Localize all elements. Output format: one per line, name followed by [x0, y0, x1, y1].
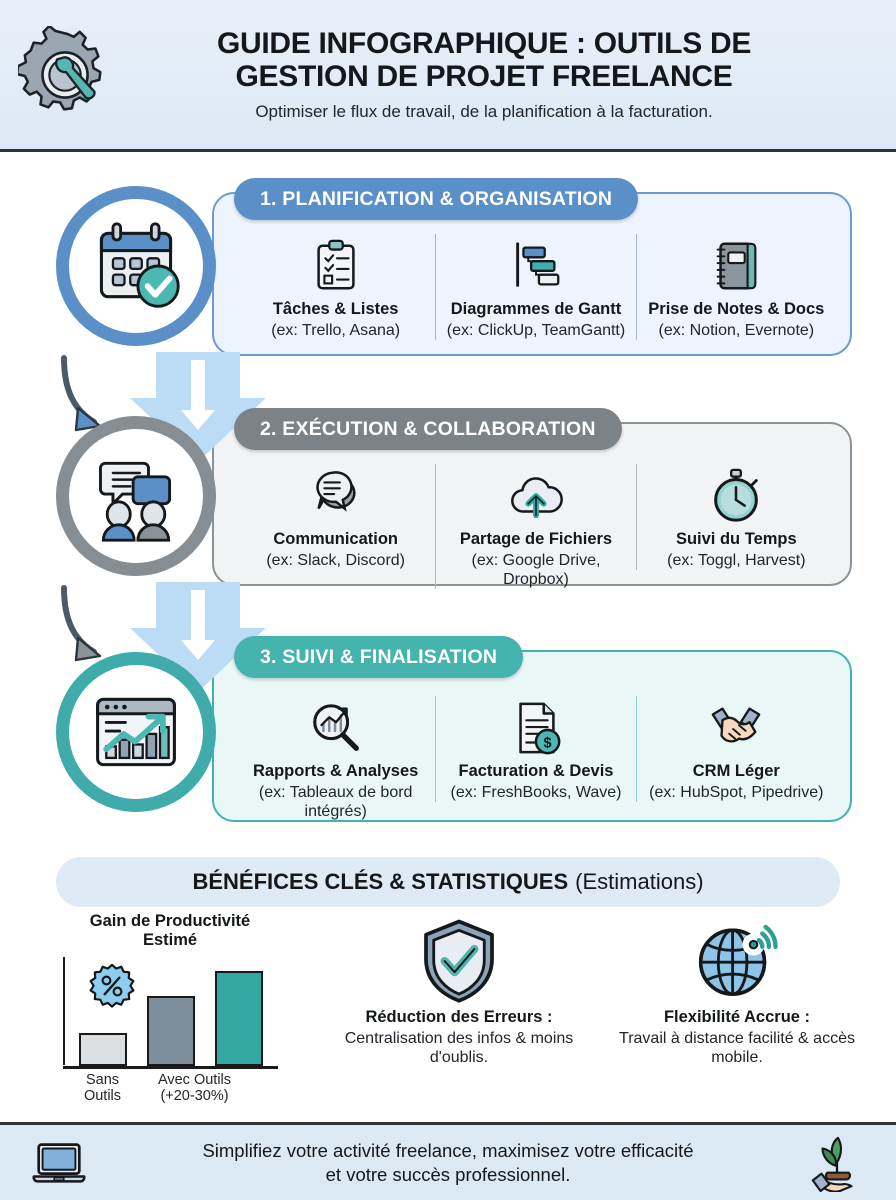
- stage-1-item-3: [636, 234, 836, 340]
- dashboard-growth-icon: [56, 652, 216, 812]
- notebook-icon: [707, 234, 765, 298]
- chart-bar-3: [215, 971, 263, 1066]
- stage-1: [48, 178, 852, 356]
- stage-2-items: [236, 464, 836, 589]
- benefits-row: [20, 912, 876, 1105]
- benefit-item-2-title: Flexibilité Accrue :: [663, 1008, 811, 1026]
- stage-3-item-1-sub: (ex: Tableaux de bord intégrés): [258, 783, 413, 821]
- stage-1-item-2-title: Diagrammes de Gantt: [450, 300, 622, 318]
- header-text-block: [120, 27, 878, 123]
- benefits-banner-note: (Estimations): [575, 869, 704, 894]
- stage-3-item-2-sub: (ex: FreshBooks, Wave): [450, 783, 622, 801]
- stage-2-item-1: [236, 464, 435, 570]
- stage-1-title: 1. PLANIFICATION & ORGANISATION: [234, 178, 638, 220]
- stage-2-item-2-sub: (ex: Google Drive, Dropbox): [471, 551, 601, 589]
- stage-3: [48, 636, 852, 822]
- stage-3-title: 3. SUIVI & FINALISATION: [234, 636, 523, 678]
- shield-check-icon: [415, 912, 503, 1008]
- benefit-item-1-title: Réduction des Erreurs :: [365, 1008, 553, 1026]
- stage-1-item-1-sub: (ex: Trello, Asana): [271, 321, 401, 339]
- stage-3-item-1: [236, 696, 435, 821]
- speech-bubbles-icon: [307, 464, 365, 528]
- stage-1-item-3-sub: (ex: Notion, Evernote): [658, 321, 815, 339]
- stage-3-item-3: [636, 696, 836, 802]
- benefits-banner: [56, 857, 840, 907]
- gear-wrench-icon: [18, 26, 116, 124]
- magnifier-chart-icon: [307, 696, 365, 760]
- people-chat-icon: [56, 416, 216, 576]
- stage-2-item-2: [435, 464, 635, 589]
- clipboard-checklist-icon: [307, 234, 365, 298]
- page-subtitle: Optimiser le flux de travail, de la planification à la facturation.: [255, 101, 713, 121]
- chart-bar-2: [147, 996, 195, 1066]
- chart-plot-area: [63, 957, 278, 1069]
- chart-tick-1: Sans Outils: [83, 1071, 122, 1105]
- stage-2: [48, 408, 852, 589]
- stopwatch-icon: [707, 464, 765, 528]
- stage-1-item-2-sub: (ex: ClickUp, TeamGantt): [446, 321, 626, 339]
- svg-text:$: $: [543, 735, 552, 752]
- stage-3-item-3-title: CRM Léger: [692, 762, 780, 780]
- stage-3-item-1-title: Rapports & Analyses: [252, 762, 419, 780]
- gantt-chart-icon: [507, 234, 565, 298]
- calendar-check-icon: [56, 186, 216, 346]
- globe-wifi-icon: [693, 912, 781, 1008]
- header: [0, 0, 896, 152]
- invoice-dollar-icon: [507, 696, 565, 760]
- stage-1-item-1-title: Tâches & Listes: [272, 300, 399, 318]
- stage-2-item-3-sub: (ex: Toggl, Harvest): [667, 551, 806, 569]
- laptop-icon: [24, 1134, 94, 1192]
- benefits-banner-title: BÉNÉFICES CLÉS & STATISTIQUES: [192, 869, 569, 894]
- page-title: GUIDE INFOGRAPHIQUE : OUTILS DE GESTION DE PROJET FREELANCE: [216, 26, 752, 94]
- stage-1-item-3-title: Prise de Notes & Docs: [648, 300, 825, 318]
- chart-y-axis: [63, 957, 66, 1065]
- stage-3-item-3-sub: (ex: HubSpot, Pipedrive): [649, 783, 824, 801]
- stage-2-item-2-title: Partage de Fichiers: [459, 530, 613, 548]
- chart-x-axis: [63, 1066, 278, 1069]
- stage-2-title: 2. EXÉCUTION & COLLABORATION: [234, 408, 622, 450]
- stage-1-items: [236, 234, 836, 340]
- percent-badge-icon: [89, 963, 135, 1009]
- stage-3-items: [236, 696, 836, 821]
- chart-tick-2: Avec Outils (+20-30%): [157, 1071, 232, 1105]
- stage-1-item-1: [236, 234, 435, 340]
- stage-1-item-2: [435, 234, 635, 340]
- benefit-item-1: [320, 912, 598, 1068]
- stage-2-item-1-title: Communication: [273, 530, 398, 548]
- benefit-item-1-desc: Centralisation des infos & moins d'oublis.: [344, 1029, 574, 1067]
- stage-2-item-1-sub: (ex: Slack, Discord): [266, 551, 406, 569]
- chart-bar-1: [79, 1033, 127, 1067]
- hand-sprout-icon: [802, 1134, 872, 1192]
- handshake-icon: [707, 696, 765, 760]
- footer-text: Simplifiez votre activité freelance, maximisez votre efficacité et votre succès professionnel.: [202, 1140, 694, 1185]
- cloud-upload-icon: [507, 464, 565, 528]
- productivity-chart: [20, 912, 320, 1104]
- stage-3-item-2-title: Facturation & Devis: [458, 762, 614, 780]
- chart-x-tick-labels: [63, 1072, 278, 1104]
- benefit-item-2: [598, 912, 876, 1068]
- stage-2-item-3-title: Suivi du Temps: [675, 530, 797, 548]
- benefit-item-2-desc: Travail à distance facilité & accès mobile.: [619, 1029, 855, 1067]
- stage-2-item-3: [636, 464, 836, 570]
- chart-title: Gain de Productivité Estimé: [89, 912, 251, 950]
- stage-3-item-2: [435, 696, 635, 802]
- footer: [0, 1122, 896, 1200]
